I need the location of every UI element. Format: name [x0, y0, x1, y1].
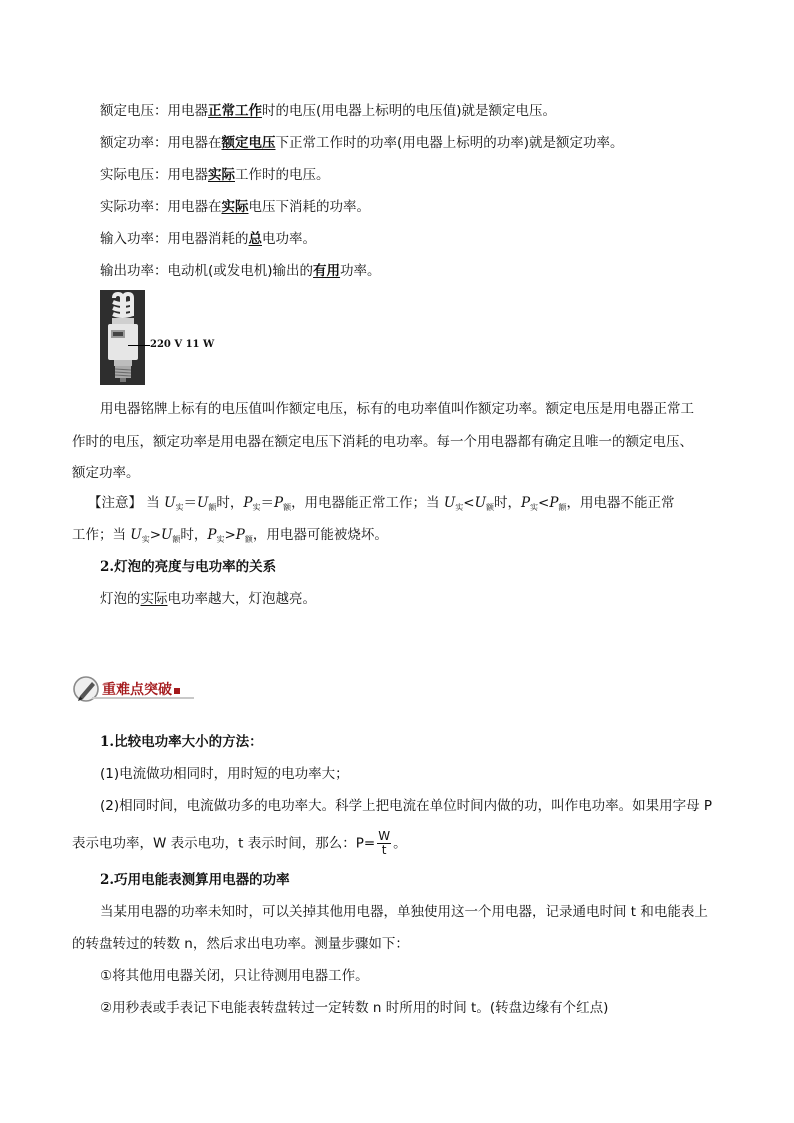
fraction-denominator: t	[381, 843, 387, 857]
var-u: U	[164, 495, 176, 511]
definition-text: 电压下消耗的功率。	[248, 199, 370, 215]
var-p: P	[549, 495, 559, 511]
definition-text: 电动机(或发电机)输出的	[167, 263, 314, 279]
section-text-part: 电功率越大，灯泡越亮。	[167, 591, 316, 607]
definition-keyword: 实际	[208, 167, 235, 183]
definition-output-power	[100, 262, 381, 280]
note-text: 时，	[493, 495, 521, 511]
sub-rated: 额	[558, 503, 567, 512]
meter-step: ②用秒表或手表记下电能表转盘转过一定转数 n 时所用的时间 t。(转盘边缘有个红点)	[100, 1000, 609, 1016]
paragraph-line: 用电器铭牌上标有的电压值叫作额定电压，标有的电功率值叫作额定功率。额定电压是用电器正常工	[100, 401, 694, 417]
definition-keyword: 有用	[313, 263, 341, 279]
sub-rated: 额	[244, 535, 253, 544]
var-p: P	[235, 527, 245, 543]
note-text: 时，	[180, 527, 208, 543]
compare-item: (2)相同时间，电流做功多的电功率大。科学上把电流在单位时间内做的功，叫作电功率。如果用字母 P	[100, 798, 713, 814]
meter-paragraph: 的转盘转过的转数 n，然后求出电功率。测量步骤如下：	[72, 936, 409, 952]
definition-rated-power	[100, 134, 624, 152]
var-p: P	[243, 495, 253, 511]
definition-text: 用电器消耗的	[167, 231, 249, 247]
var-u: U	[196, 495, 209, 511]
var-u: U	[161, 527, 173, 543]
note-text: 当	[142, 495, 165, 511]
definition-label: 输出功率：	[100, 263, 168, 279]
section-keyword: 实际	[140, 591, 168, 607]
definition-keyword: 正常工作	[208, 103, 262, 119]
definition-rated-voltage	[100, 102, 556, 120]
definition-actual-power	[100, 198, 370, 216]
var-p: P	[273, 495, 284, 511]
equals-sign: ＝	[183, 495, 197, 511]
var-u: U	[130, 527, 142, 543]
meter-heading: 2.巧用电能表测算用电器的功率	[100, 872, 290, 888]
banner-title: 重难点突破	[102, 682, 172, 698]
label-leader-line	[128, 345, 150, 346]
greater-than-sign: >	[224, 527, 236, 543]
paragraph-line: 作时的电压，额定功率是用电器在额定电压下消耗的电功率。每一个用电器都有确定且唯一的额定电压、	[72, 434, 693, 450]
formula-text: 表示电功率，W 表示电功，t 表示时间，那么：P=	[72, 835, 376, 852]
note-text: 时，	[216, 495, 244, 511]
definition-text: 时的电压(用电器上标明的电压值)就是额定电压。	[262, 103, 557, 119]
var-u: U	[443, 495, 456, 511]
definition-text: 用电器	[167, 103, 208, 119]
definition-actual-voltage	[100, 166, 330, 184]
definition-text: 下正常工作时的功率(用电器上标明的功率)就是额定功率。	[275, 135, 624, 151]
definition-label: 输入功率：	[100, 231, 168, 247]
less-than-sign: <	[463, 495, 475, 511]
note-line-1	[88, 494, 674, 517]
sub-rated: 额	[172, 535, 181, 544]
energy-saving-bulb-image	[100, 290, 145, 385]
meter-paragraph: 当某用电器的功率未知时，可以关掉其他用电器，单独使用这一个用电器，记录通电时间 t 和电能表上	[100, 904, 708, 920]
definition-label: 额定电压：	[100, 103, 168, 119]
sub-actual: 实	[216, 535, 225, 544]
definition-text: 用电器	[167, 167, 208, 183]
var-u: U	[474, 495, 486, 511]
compare-heading: 1.比较电功率大小的方法：	[100, 734, 263, 750]
sub-actual: 实	[141, 535, 150, 544]
bulb-rating-label: 220 V 11 W	[150, 339, 215, 350]
definition-label: 实际功率：	[100, 199, 168, 215]
definition-keyword: 额定电压	[221, 135, 276, 151]
pen-circle-icon	[72, 674, 104, 706]
fraction-numerator: W	[378, 829, 391, 843]
note-text: 工作；当	[72, 527, 131, 543]
definition-text: 用电器在	[167, 135, 222, 151]
definition-text: 电功率。	[262, 231, 316, 247]
var-p: P	[520, 495, 531, 511]
compare-item: (1)电流做功相同时，用时短的电功率大；	[100, 766, 349, 782]
less-than-sign: <	[538, 495, 550, 511]
definition-input-power	[100, 230, 316, 248]
banner-square-icon	[174, 688, 180, 694]
section-text	[100, 590, 316, 608]
formula-text: 。	[393, 835, 407, 852]
note-line-2	[72, 526, 388, 549]
note-text: ，用电器不能正常	[566, 495, 675, 511]
compare-formula-line	[72, 830, 407, 857]
definition-keyword: 实际	[221, 199, 249, 215]
fraction	[377, 830, 391, 857]
note-text: ，用电器能正常工作；当	[291, 495, 444, 511]
definition-label: 额定功率：	[100, 135, 168, 151]
definition-text: 用电器在	[167, 199, 222, 215]
definition-label: 实际电压：	[100, 167, 168, 183]
sub-actual: 实	[530, 503, 539, 512]
var-p: P	[207, 527, 217, 543]
sub-actual: 实	[252, 503, 261, 512]
note-text: ，用电器可能被烧坏。	[252, 527, 388, 543]
section-text-part: 灯泡的	[100, 591, 141, 607]
sub-actual: 实	[455, 503, 464, 512]
sub-rated: 额	[485, 503, 494, 512]
section-heading: 2.灯泡的亮度与电功率的关系	[100, 559, 277, 575]
greater-than-sign: >	[149, 527, 161, 543]
meter-step: ①将其他用电器关闭，只让待测用电器工作。	[100, 968, 369, 984]
sub-actual: 实	[175, 503, 184, 512]
sub-rated: 额	[208, 503, 217, 512]
definition-text: 功率。	[340, 263, 381, 279]
definition-text: 工作时的电压。	[235, 167, 330, 183]
definition-keyword: 总	[248, 231, 262, 247]
note-tag: 【注意】	[88, 495, 142, 511]
bulb-photo	[100, 290, 145, 385]
paragraph-line: 额定功率。	[72, 465, 140, 481]
equals-sign: ＝	[260, 495, 274, 511]
sub-rated: 额	[283, 503, 292, 512]
